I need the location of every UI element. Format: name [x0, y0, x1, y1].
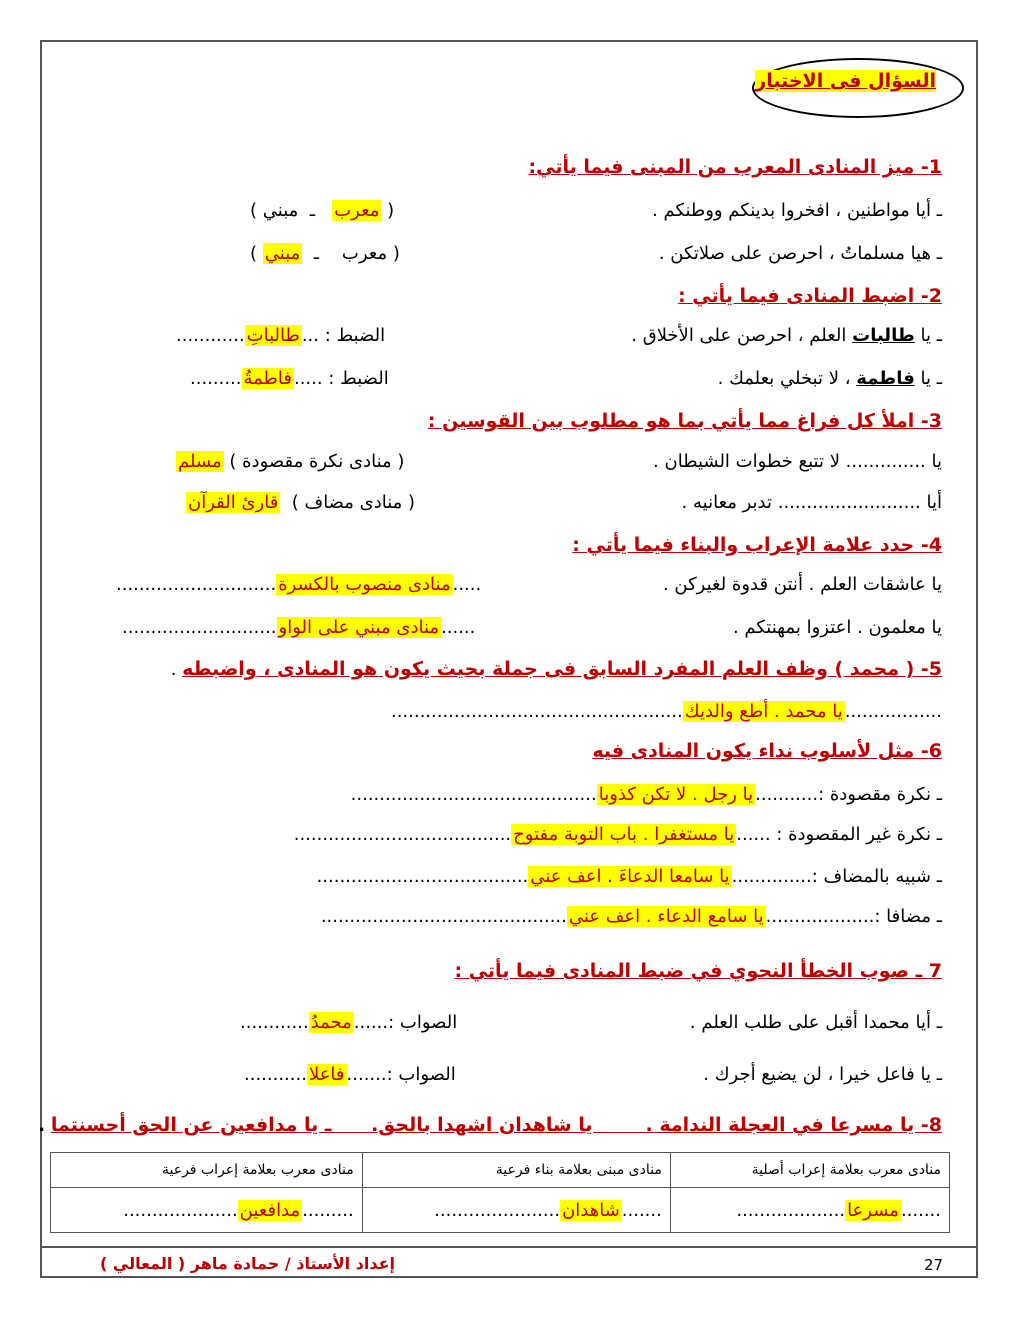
- q8-cell-3: .........مدافعين....................: [51, 1188, 363, 1233]
- q6-line-2: ـ نكرة غير المقصودة : ......يا مستغفرا . باب التوبة مفتوح......................................: [293, 824, 942, 845]
- q6-answer-2: يا مستغفرا . باب التوبة مفتوح: [513, 824, 735, 845]
- q7-sentence-1: ـ أيا محمدا أقبل على طلب العلم .: [689, 1012, 942, 1033]
- q3-answer-1: مسلم: [178, 451, 222, 472]
- q6-answer-3: يا سامعا الدعاءَ . اعف عني: [530, 866, 730, 887]
- q7-answer-line-1: الصواب :......محمدُ............: [240, 1012, 458, 1033]
- q8-cell-1: .......مسرعا...................: [670, 1188, 949, 1233]
- q4-sentence-2: يا معلمون . اعتزوا بمهنتكم .: [732, 617, 942, 638]
- q3-sentence-1: يا .............. لا تتبع خطوات الشيطان .: [653, 451, 942, 472]
- q1-sentence-2: ـ هيا مسلماتُ ، احرصن على صلاتكن .: [658, 243, 942, 264]
- q3-hint-2: ( منادى مضاف ) قارئ القرآن: [188, 492, 416, 513]
- q7-answer-1: محمدُ: [310, 1012, 352, 1033]
- q1-sentence-1: ـ أيا مواطنين ، افخروا بدينكم ووطنكم .: [652, 200, 942, 221]
- q2-answer-line-1: الضبط : ...طالباتِ............: [176, 325, 386, 346]
- q2-sentence-1: ـ يا طالبات العلم ، احرصن على الأخلاق .: [631, 325, 942, 346]
- q8-header-1: منادى معرب بعلامة إعراب أصلية: [670, 1153, 949, 1188]
- q3-hint-1: ( منادى نكرة مقصودة ) مسلم: [178, 451, 405, 472]
- q5-heading-line: 5- ( محمد ) وظف العلم المفرد السابق فى جملة بحيث يكون هو المنادى ، واضبطه .: [170, 658, 942, 680]
- q4-answer-line-1: .....منادى منصوب بالكسرة............................: [116, 574, 482, 595]
- q4-sentence-1: يا عاشقات العلم . أنتن قدوة لغيركن .: [662, 574, 942, 595]
- q8-answer-table: [50, 1152, 950, 1233]
- q4-answer-line-2: ......منادى مبني على الواو...........................: [122, 617, 476, 638]
- q6-line-3: ـ شبيه بالمضاف :..............يا سامعا الدعاءَ . اعف عني.....................................: [316, 866, 942, 887]
- q8-heading: 8- يا مسرعا في العجلة الندامة . يا شاهدان اشهدا بالحق. ـ يا مدافعين عن الحق أحسنتما: [50, 1114, 942, 1136]
- q8-answer-2: شاهدان: [562, 1199, 620, 1221]
- q4-answer-2: منادى مبني على الواو: [278, 617, 440, 638]
- q7-sentence-2: ـ يا فاعل خيرا ، لن يضيع أجرك .: [703, 1064, 942, 1085]
- q8-header-3: منادى معرب بعلامة إعراب فرعية: [51, 1153, 363, 1188]
- q2-answer-2: فاطمةُ: [243, 368, 292, 389]
- q1-options-2: ( معرب ـ مبني ): [250, 243, 400, 264]
- q1-answer-2: مبني: [264, 243, 301, 264]
- q2-answer-1: طالباتِ: [246, 325, 300, 346]
- q5-heading: 5- ( محمد ) وظف العلم المفرد السابق فى جملة بحيث يكون هو المنادى ، واضبطه: [182, 658, 942, 680]
- q1-heading: 1- ميز المنادى المعرب من المبنى فيما يأتي:: [528, 156, 942, 178]
- q3-answer-2: قارئ القرآن: [188, 492, 279, 513]
- q7-answer-line-2: الصواب :.......فاعلا...........: [244, 1064, 456, 1085]
- q5-answer: يا محمد . أطع والديك: [684, 701, 843, 722]
- q6-answer-1: يا رجل . لا تكن كذوبا: [598, 784, 754, 805]
- q4-answer-1: منادى منصوب بالكسرة: [278, 574, 451, 595]
- q6-heading: 6- مثل لأسلوب نداء يكون المنادى فيه: [592, 740, 942, 762]
- q2-sentence-2: ـ يا فاطمة ، لا تبخلي بعلمك .: [717, 368, 942, 389]
- q3-heading: 3- املأ كل فراغ مما يأتي بما هو مطلوب بين القوسين :: [427, 410, 942, 432]
- q3-sentence-2: أيا ......................... تدبر معانيه .: [681, 492, 942, 513]
- q2-heading: 2- اضبط المنادى فيما يأتي :: [678, 285, 942, 307]
- q2-answer-line-2: الضبط : .....فاطمةُ.........: [190, 368, 389, 389]
- q6-answer-4: يا سامع الدعاء . اعف عني: [568, 906, 764, 927]
- q8-answer-3: مدافعين: [239, 1199, 301, 1221]
- q8-cell-2: .......شاهدان......................: [362, 1188, 670, 1233]
- q7-heading: 7 ـ صوب الخطأ النحوي في ضبط المنادى فيما يأتي :: [454, 960, 942, 982]
- q5-answer-line: .................يا محمد . أطع والديك...................................................: [390, 701, 942, 722]
- q7-answer-2: فاعلا: [308, 1064, 345, 1085]
- page-title: السؤال فى الاختبار: [755, 70, 936, 92]
- footer-author: إعداد الأستاذ / حمادة ماهر ( المعالي ): [100, 1254, 396, 1273]
- page-number: 27: [924, 1256, 944, 1274]
- q6-line-4: ـ مضافا :...................يا سامع الدعاء . اعف عني...........................................: [320, 906, 942, 927]
- q1-answer-1: معرب: [334, 200, 380, 221]
- q1-options-1: ( معرب ـ مبني ): [250, 200, 395, 221]
- q6-line-1: ـ نكرة مقصودة :...........يا رجل . لا تكن كذوبا...........................................: [350, 784, 942, 805]
- q8-header-2: منادى مبنى بعلامة بناء فرعية: [362, 1153, 670, 1188]
- q8-answer-1: مسرعا: [847, 1199, 899, 1221]
- q8-heading-line: 8- يا مسرعا في العجلة الندامة . يا شاهدان اشهدا بالحق. ـ يا مدافعين عن الحق أحسنتما .: [38, 1114, 942, 1136]
- q4-heading: 4- حدد علامة الإعراب والبناء فيما يأتي :: [572, 534, 942, 556]
